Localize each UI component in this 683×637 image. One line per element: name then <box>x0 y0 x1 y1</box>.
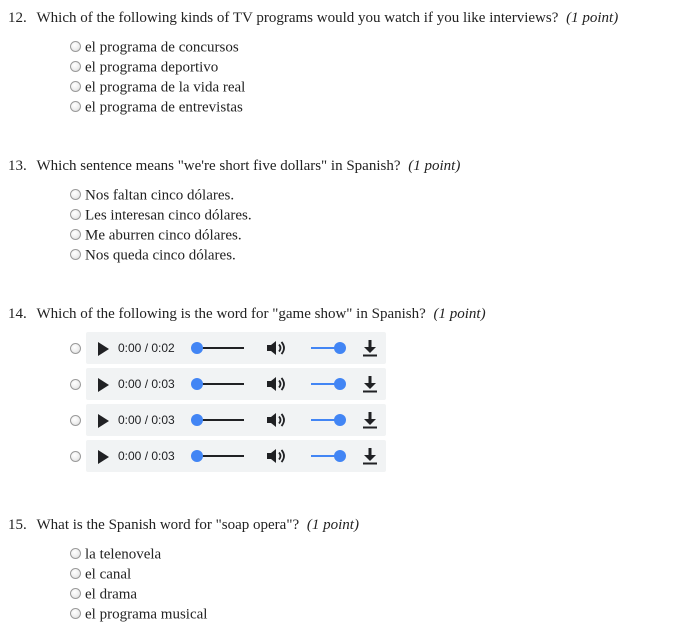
radio-button[interactable] <box>70 588 81 599</box>
volume-icon[interactable] <box>266 340 288 356</box>
question-text: Which sentence means "we're short five dollars" in Spanish? <box>36 158 401 174</box>
question-points: (1 point) <box>433 306 486 322</box>
answer-option[interactable] <box>70 544 161 564</box>
radio-button[interactable] <box>70 61 81 72</box>
radio-button[interactable] <box>70 249 81 260</box>
play-icon[interactable] <box>98 378 109 392</box>
answer-option[interactable] <box>70 57 218 77</box>
question-stem <box>8 305 486 323</box>
option-label: el programa de la vida real <box>85 79 246 96</box>
question-points: (1 point) <box>306 517 359 533</box>
seek-slider[interactable] <box>194 419 244 421</box>
question-points: (1 point) <box>408 158 461 174</box>
radio-button[interactable] <box>70 343 81 354</box>
radio-button[interactable] <box>70 209 81 220</box>
radio-button[interactable] <box>70 41 81 52</box>
option-label: Les interesan cinco dólares. <box>85 207 252 224</box>
audio-player <box>86 332 386 364</box>
time-display: 0:00 / 0:02 <box>118 341 175 355</box>
radio-button[interactable] <box>70 548 81 559</box>
radio-button[interactable] <box>70 229 81 240</box>
option-label: Me aburren cinco dólares. <box>85 227 242 244</box>
seek-handle[interactable] <box>191 450 203 462</box>
audio-player <box>86 404 386 436</box>
question-number: 12. <box>8 10 27 26</box>
radio-button[interactable] <box>70 379 81 390</box>
seek-slider[interactable] <box>194 455 244 457</box>
play-icon[interactable] <box>98 342 109 356</box>
answer-option[interactable] <box>70 185 234 205</box>
download-icon[interactable] <box>362 339 378 357</box>
radio-button[interactable] <box>70 415 81 426</box>
question-text: Which of the following kinds of TV programs would you watch if you like interviews? <box>36 10 559 26</box>
play-icon[interactable] <box>98 414 109 428</box>
radio-button[interactable] <box>70 189 81 200</box>
time-display: 0:00 / 0:03 <box>118 377 175 391</box>
download-icon[interactable] <box>362 447 378 465</box>
answer-option[interactable] <box>70 37 239 57</box>
play-icon[interactable] <box>98 450 109 464</box>
answer-option[interactable] <box>70 564 131 584</box>
volume-handle[interactable] <box>334 378 346 390</box>
option-label: Nos queda cinco dólares. <box>85 247 236 264</box>
answer-option[interactable] <box>70 245 236 265</box>
volume-slider[interactable] <box>311 419 341 421</box>
option-label: el programa de concursos <box>85 39 239 56</box>
volume-icon[interactable] <box>266 376 288 392</box>
seek-handle[interactable] <box>191 342 203 354</box>
question-points: (1 point) <box>566 10 619 26</box>
option-label: Nos faltan cinco dólares. <box>85 187 235 204</box>
radio-button[interactable] <box>70 608 81 619</box>
volume-slider[interactable] <box>311 455 341 457</box>
option-label: la telenovela <box>85 546 162 563</box>
question-stem <box>8 9 618 27</box>
time-display: 0:00 / 0:03 <box>118 413 175 427</box>
seek-slider[interactable] <box>194 347 244 349</box>
answer-option[interactable] <box>70 604 207 624</box>
option-label: el canal <box>85 566 132 583</box>
question-text: Which of the following is the word for "game show" in Spanish? <box>36 306 426 322</box>
seek-handle[interactable] <box>191 414 203 426</box>
option-label: el drama <box>85 586 138 603</box>
audio-player <box>86 368 386 400</box>
volume-slider[interactable] <box>311 383 341 385</box>
question-number: 15. <box>8 517 27 533</box>
radio-button[interactable] <box>70 101 81 112</box>
audio-player <box>86 440 386 472</box>
option-label: el programa musical <box>85 606 208 623</box>
volume-handle[interactable] <box>334 414 346 426</box>
option-label: el programa de entrevistas <box>85 99 243 116</box>
question-number: 14. <box>8 306 27 322</box>
answer-option[interactable] <box>70 77 245 97</box>
question-stem <box>8 157 460 175</box>
answer-option[interactable] <box>70 205 252 225</box>
download-icon[interactable] <box>362 375 378 393</box>
radio-button[interactable] <box>70 81 81 92</box>
option-label: el programa deportivo <box>85 59 219 76</box>
seek-slider[interactable] <box>194 383 244 385</box>
volume-handle[interactable] <box>334 450 346 462</box>
radio-button[interactable] <box>70 451 81 462</box>
radio-button[interactable] <box>70 568 81 579</box>
question-text: What is the Spanish word for "soap opera"? <box>36 517 300 533</box>
volume-icon[interactable] <box>266 448 288 464</box>
volume-slider[interactable] <box>311 347 341 349</box>
seek-handle[interactable] <box>191 378 203 390</box>
time-display: 0:00 / 0:03 <box>118 449 175 463</box>
answer-option[interactable] <box>70 97 243 117</box>
volume-handle[interactable] <box>334 342 346 354</box>
volume-icon[interactable] <box>266 412 288 428</box>
answer-option[interactable] <box>70 584 137 604</box>
question-stem <box>8 516 359 534</box>
question-number: 13. <box>8 158 27 174</box>
download-icon[interactable] <box>362 411 378 429</box>
answer-option[interactable] <box>70 225 242 245</box>
